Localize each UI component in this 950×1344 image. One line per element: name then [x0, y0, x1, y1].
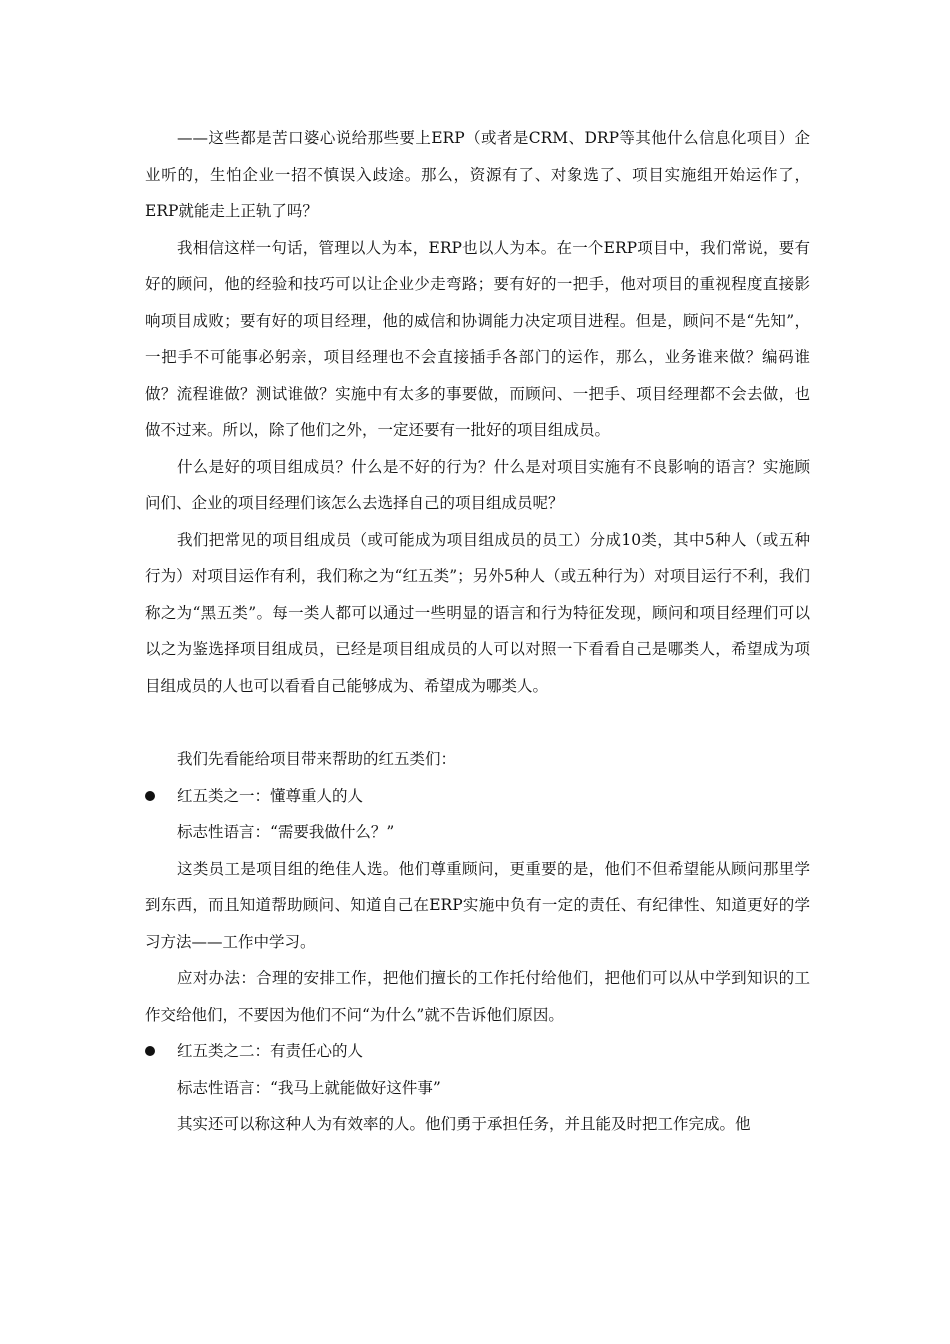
bullet-dot-icon — [145, 791, 155, 801]
document-body — [145, 120, 810, 1143]
red-type-1-title: 红五类之一：懂尊重人的人 — [177, 786, 364, 805]
red-type-2-description: 其实还可以称这种人为有效率的人。他们勇于承担任务，并且能及时把工作完成。他 — [177, 1115, 751, 1133]
paragraph-people-oriented: 我相信这样一句话，管理以人为本，ERP也以人为本。在一个ERP项目中，我们常说，要有好的顾问，他的经验和技巧可以让企业少走弯路；要有好的一把手，他对项目的重视程度直接影响项目成败；要有好的项目经理，他的威信和协调能力决定项目进程。但是，顾问不是“先知”，一把手不可能事必躬亲，项目经理也不会直接插手各部门的运作，那么，业务谁来做？编码谁做？流程谁做？测试谁做？实施中有太多的事要做，而顾问、一把手、项目经理都不会去做，也做不过来。所以，除了他们之外，一定还要有一批好的项目组成员。 — [145, 238, 810, 439]
paragraph-ten-types: 我们把常见的项目组成员（或可能成为项目组成员的员工）分成10类，其中5种人（或五种行为）对项目运作有利，我们称之为“红五类”；另外5种人（或五种行为）对项目运行不利，我们称之为“黑五类”。每一类人都可以通过一些明显的语言和行为特征发现，顾问和项目经理们可以以之为鉴选择项目组成员，已经是项目组成员的人可以对照一下看看自己是哪类人，希望成为项目组成员的人也可以看看自己能够成为、希望成为哪类人。 — [145, 530, 810, 695]
red-type-2-slogan: 标志性语言：“我马上就能做好这件事” — [177, 1078, 441, 1097]
paragraph-questions: 什么是好的项目组成员？什么是不好的行为？什么是对项目实施有不良影响的语言？实施顾问们、企业的项目经理们该怎么去选择自己的项目组成员呢？ — [145, 457, 810, 512]
paragraph-erp-warning: ——这些都是苦口婆心说给那些要上ERP（或者是CRM、DRP等其他什么信息化项目）企业听的，生怕企业一招不慎误入歧途。那么，资源有了、对象选了、项目实施组开始运作了，ERP就能走上正轨了吗？ — [145, 129, 810, 220]
red-type-1-action: 应对办法：合理的安排工作，把他们擅长的工作托付给他们，把他们可以从中学到知识的工作交给他们，不要因为他们不问“为什么”就不告诉他们原因。 — [145, 969, 810, 1024]
blank-line — [145, 704, 810, 741]
red-type-1-slogan: 标志性语言：“需要我做什么？” — [177, 823, 395, 841]
red-type-1-heading — [145, 778, 810, 815]
red-type-2-heading — [145, 1033, 810, 1070]
red-type-1-description: 这类员工是项目组的绝佳人选。他们尊重顾问，更重要的是，他们不但希望能从顾问那里学到东西，而且知道帮助顾问、知道自己在ERP实施中负有一定的责任、有纪律性、知道更好的学习方法——工作中学习。 — [145, 859, 810, 951]
bullet-dot-icon — [145, 1046, 155, 1056]
red-type-2-title: 红五类之二：有责任心的人 — [177, 1042, 364, 1060]
paragraph-red-intro: 我们先看能给项目带来帮助的红五类们： — [177, 750, 457, 768]
